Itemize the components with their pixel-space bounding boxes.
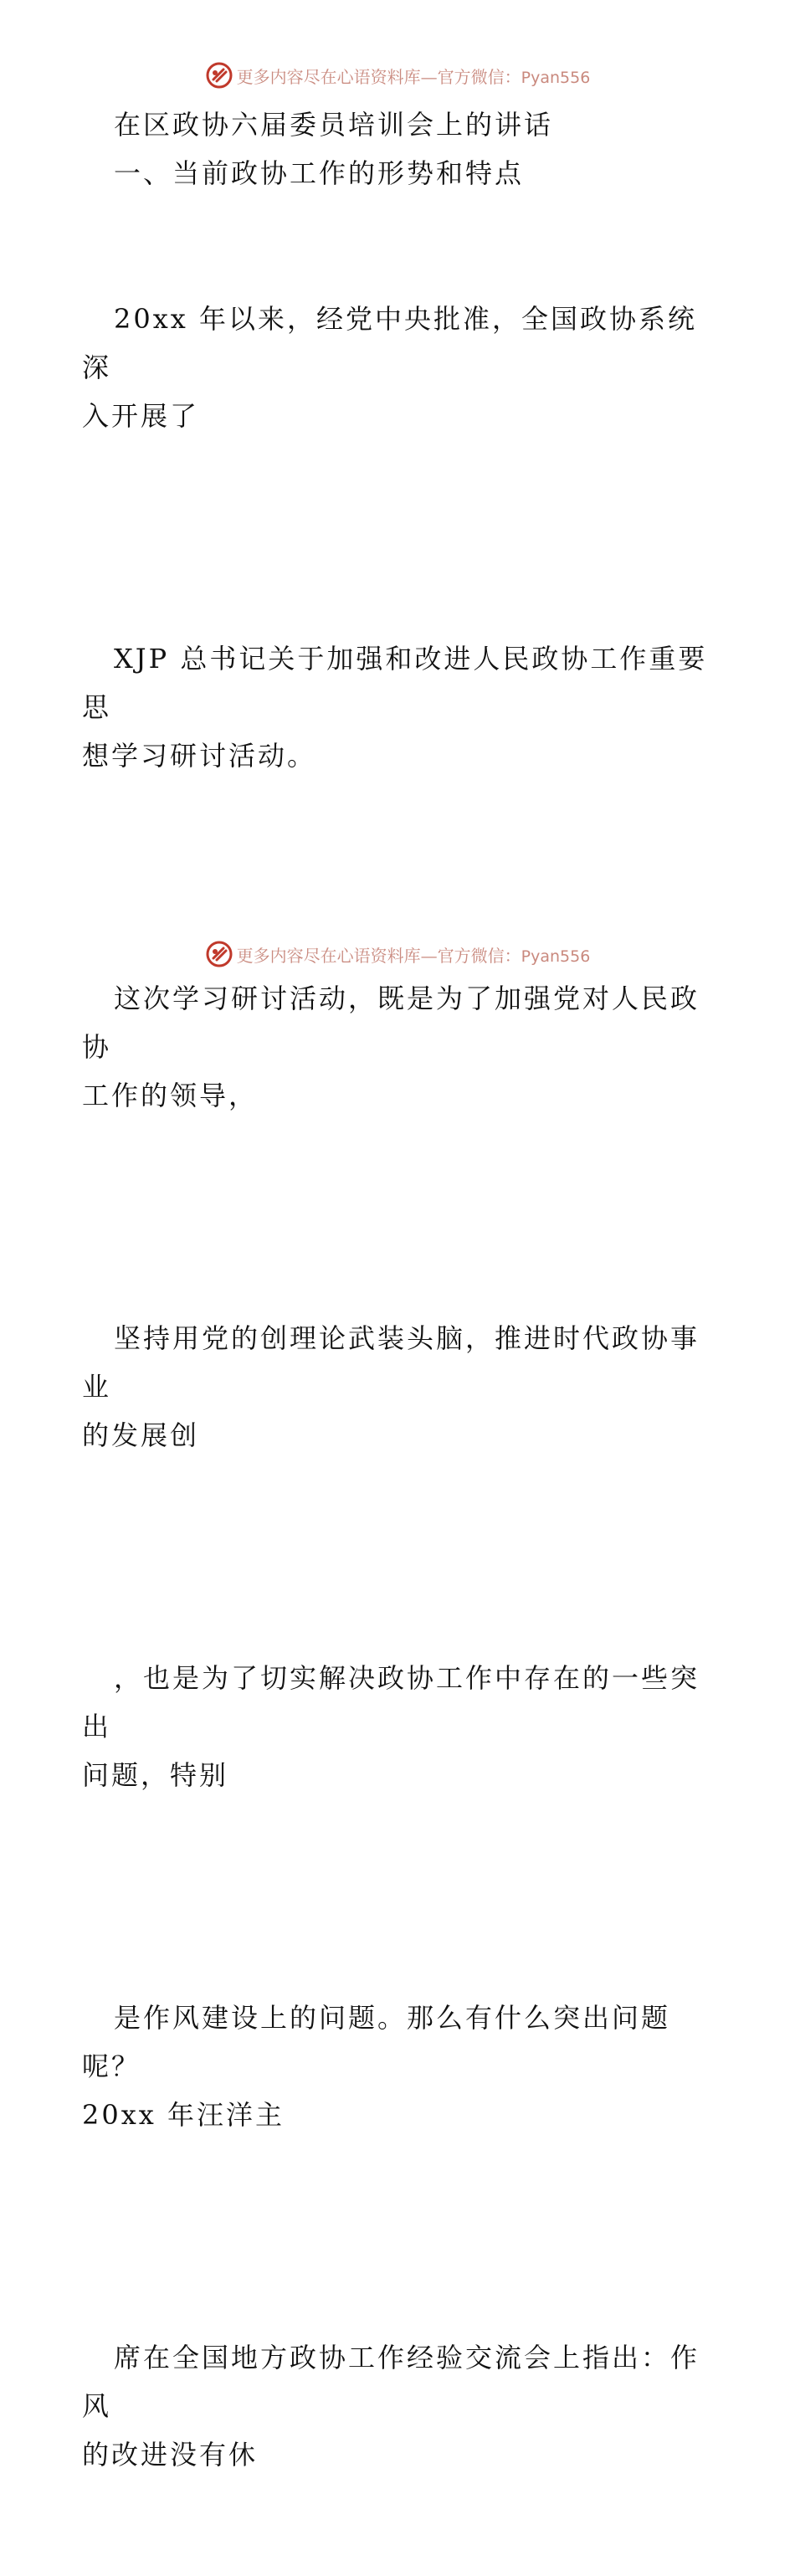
paragraph <box>82 1217 718 1557</box>
section-heading: 一、当前政协工作的形势和特点 <box>114 157 525 189</box>
document-title: 在区政协六届委员培训会上的讲话 <box>114 109 554 141</box>
paragraph-line: 坚持用党的创理论武装头脑，推进时代政协事业 <box>82 1322 700 1403</box>
paragraph-line: 工作的领导， <box>82 1080 259 1111</box>
paragraph-line: XJP 总书记关于加强和改进人民政协工作重要思 <box>82 643 708 723</box>
watermark-footer <box>0 937 795 971</box>
paragraph-line: 入开展了 <box>82 400 200 432</box>
paragraph-line: 20xx 年以来，经党中央批准，全国政协系统深 <box>82 303 697 383</box>
paragraph-line: 这次学习研讨活动，既是为了加强党对人民政协 <box>82 983 700 1063</box>
watermark-header <box>0 59 795 92</box>
paragraph <box>82 537 718 877</box>
paragraph-line: 的改进没有休 <box>82 2439 259 2471</box>
paragraph <box>82 877 718 1217</box>
paragraph <box>82 1557 718 1896</box>
watermark-main-text: 更多内容尽在心语资料库—官方微信： <box>236 945 521 966</box>
watermark-text <box>237 942 591 967</box>
paragraph-line: 席在全国地方政协工作经验交流会上指出：作风 <box>82 2342 700 2422</box>
paragraph-line: ，也是为了切实解决政协工作中存在的一些突出 <box>82 1662 700 1742</box>
document-body <box>82 100 718 2576</box>
paragraph-line: 问题，特别 <box>82 1759 229 1791</box>
watermark-text <box>237 64 591 88</box>
watermark-main-text: 更多内容尽在心语资料库—官方微信： <box>236 66 521 87</box>
paragraph-line: 是作风建设上的问题。那么有什么突出问题呢？ <box>82 2002 671 2082</box>
paragraph-line: 20xx 年汪洋主 <box>82 2099 285 2131</box>
paragraph <box>82 198 718 537</box>
watermark-wechat-id: Pyan556 <box>521 68 591 87</box>
logo-icon <box>205 940 233 968</box>
logo-icon <box>205 61 233 90</box>
watermark-wechat-id: Pyan556 <box>521 947 591 966</box>
paragraph <box>82 2236 718 2576</box>
paragraph-line: 想学习研讨活动。 <box>82 740 317 772</box>
paragraph-line: 的发展创 <box>82 1419 200 1451</box>
paragraph <box>82 1896 718 2236</box>
